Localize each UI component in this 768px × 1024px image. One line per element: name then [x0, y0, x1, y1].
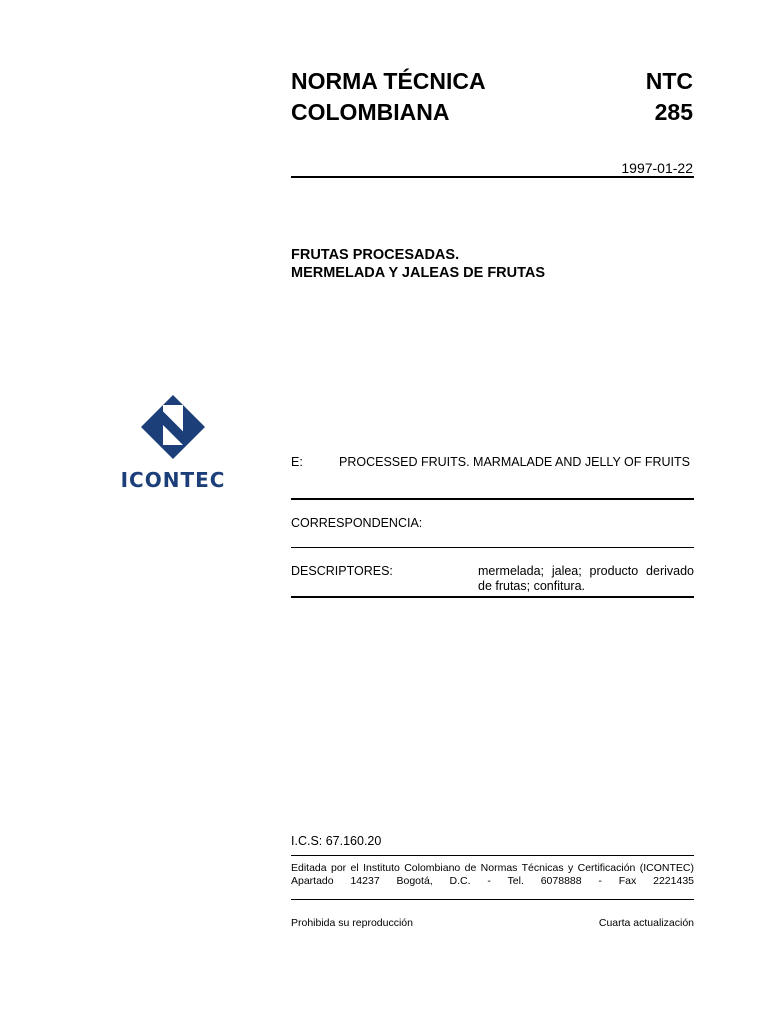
- footer-reproduction-notice: Prohibida su reproducción: [291, 917, 413, 929]
- descriptores-label: DESCRIPTORES:: [291, 564, 393, 578]
- icontec-logo: [115, 395, 231, 495]
- standard-code: [573, 66, 693, 128]
- icontec-logo-text: ICONTEC: [120, 468, 226, 492]
- correspondencia-label: CORRESPONDENCIA:: [291, 516, 423, 530]
- document-title: [291, 66, 591, 128]
- english-title-label: E:: [291, 455, 303, 469]
- subject-line-1: FRUTAS PROCESADAS.: [291, 247, 460, 263]
- divider-correspondencia: [291, 547, 694, 548]
- divider-editorial: [291, 899, 694, 900]
- editorial-line-2: Apartado 14237 Bogotá, D.C. - Tel. 6078888 - Fax 2221435: [291, 875, 694, 887]
- divider-descriptores: [291, 596, 694, 598]
- ics-code: I.C.S: 67.160.20: [291, 834, 382, 848]
- publication-date: 1997-01-22: [621, 160, 693, 176]
- subject-line-2: MERMELADA Y JALEAS DE FRUTAS: [291, 265, 546, 281]
- code-line-1: NTC: [645, 68, 693, 94]
- title-line-1: NORMA TÉCNICA: [291, 68, 486, 94]
- icontec-logo-icon: [115, 395, 231, 465]
- editorial-line-1: Editada por el Instituto Colombiano de Normas Técnicas y Certificación (ICONTEC): [291, 862, 694, 874]
- divider-ics: [291, 855, 694, 856]
- editorial-info: [291, 862, 694, 888]
- divider-header: [291, 176, 694, 178]
- code-line-2: 285: [654, 99, 693, 125]
- english-title-text: PROCESSED FRUITS. MARMALADE AND JELLY OF FRUITS: [339, 455, 690, 469]
- footer-update-notice: Cuarta actualización: [598, 917, 694, 929]
- divider-english: [291, 498, 694, 500]
- document-subject: [291, 246, 694, 282]
- descriptores-text: mermelada; jalea; producto derivado de frutas; confitura.: [478, 564, 694, 593]
- title-line-2: COLOMBIANA: [291, 99, 450, 125]
